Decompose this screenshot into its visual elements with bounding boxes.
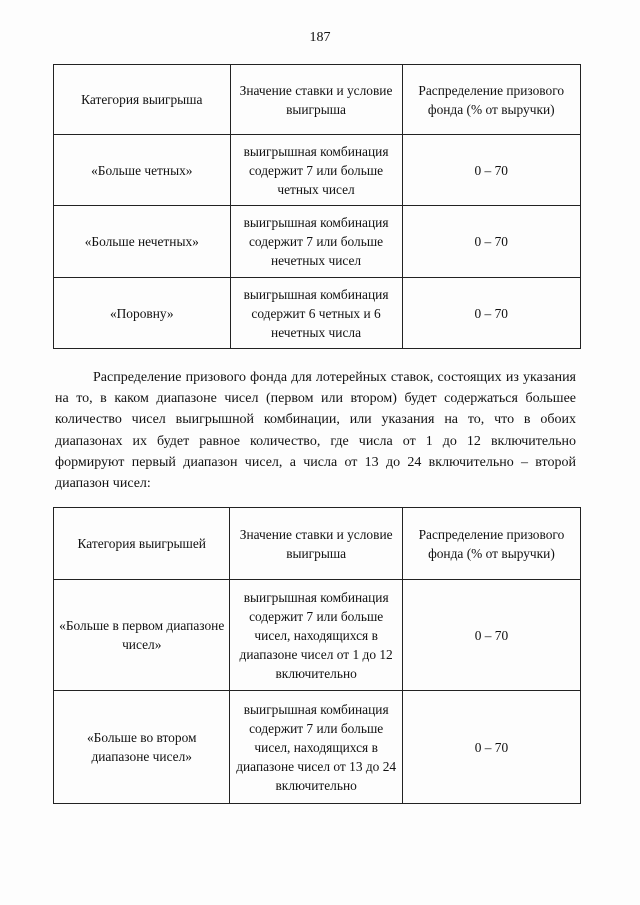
cell-condition: выигрышная комбинация содержит 7 или больше чисел, находящихся в диапазоне чисел от 13 до 24 включительно	[230, 691, 402, 804]
table-row	[54, 691, 581, 804]
header-condition: Значение ставки и условие выигрыша	[230, 508, 402, 580]
cell-category: «Больше в первом диапазоне чисел»	[54, 580, 230, 691]
cell-category: «Поровну»	[54, 278, 231, 349]
cell-distribution: 0 – 70	[402, 580, 580, 691]
cell-condition: выигрышная комбинация содержит 6 четных и 6 нечетных числа	[230, 278, 402, 349]
table-header-row	[54, 508, 581, 580]
table-row	[54, 278, 581, 349]
prize-distribution-table-ranges	[53, 507, 581, 804]
header-condition: Значение ставки и условие выигрыша	[230, 65, 402, 135]
header-category: Категория выигрыша	[54, 65, 231, 135]
cell-category: «Больше во втором диапазоне чисел»	[54, 691, 230, 804]
table-row	[54, 580, 581, 691]
cell-condition: выигрышная комбинация содержит 7 или больше четных чисел	[230, 135, 402, 206]
paragraph-text: Распределение призового фонда для лотерейных ставок, состоящих из указания на то, в каком диапазоне чисел (первом или втором) будет содержаться большее количество чисел выигрышной комбинации, или указания на то, что в обоих диапазонах их будет равное количество, где числа от 1 до 12 включительно формируют первый диапазон чисел, а числа от 13 до 24 включительно – второй диапазон чисел:	[55, 370, 576, 492]
cell-category: «Больше нечетных»	[54, 206, 231, 278]
cell-distribution: 0 – 70	[402, 206, 580, 278]
cell-distribution: 0 – 70	[402, 278, 580, 349]
cell-distribution: 0 – 70	[402, 691, 580, 804]
table-row	[54, 206, 581, 278]
page-number: 187	[309, 30, 331, 45]
cell-distribution: 0 – 70	[402, 135, 580, 206]
prize-distribution-table-parity	[53, 64, 581, 349]
body-paragraph	[55, 367, 576, 494]
table-row	[54, 135, 581, 206]
table-header-row	[54, 65, 581, 135]
header-distribution: Распределение призового фонда (% от выручки)	[402, 65, 580, 135]
header-distribution: Распределение призового фонда (% от выручки)	[402, 508, 580, 580]
cell-category: «Больше четных»	[54, 135, 231, 206]
cell-condition: выигрышная комбинация содержит 7 или больше чисел, находящихся в диапазоне чисел от 1 до 12 включительно	[230, 580, 402, 691]
cell-condition: выигрышная комбинация содержит 7 или больше нечетных чисел	[230, 206, 402, 278]
header-category: Категория выигрышей	[54, 508, 230, 580]
